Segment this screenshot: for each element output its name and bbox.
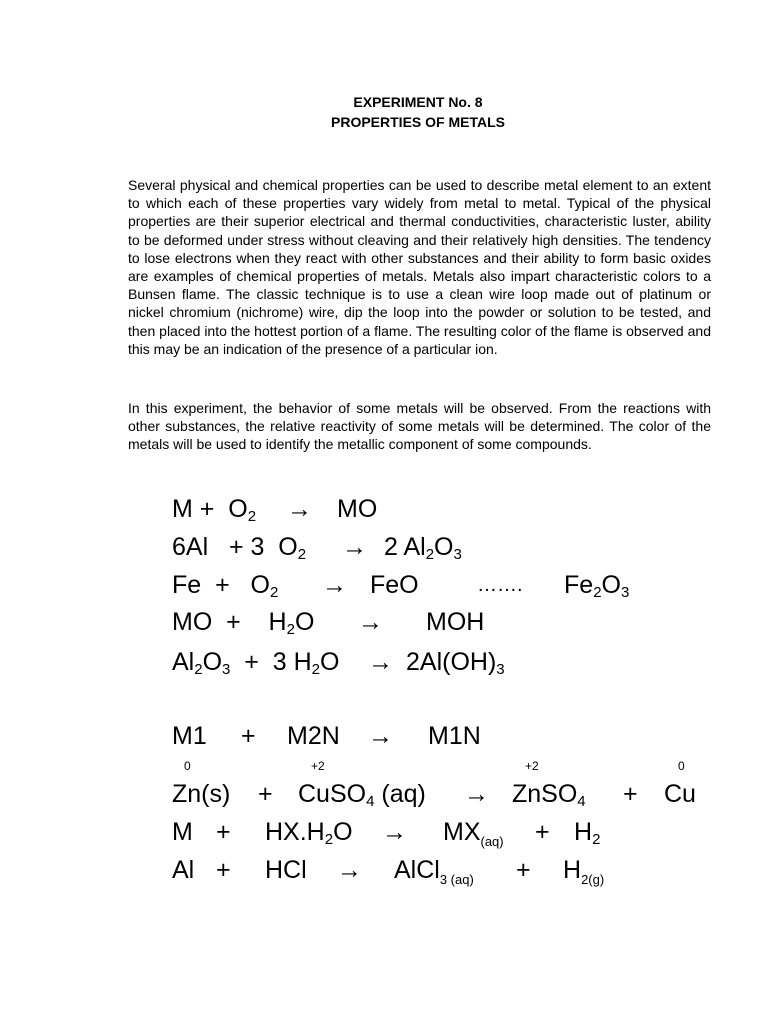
reaction-arrow: →	[322, 571, 347, 599]
experiment-title-heading: PROPERTIES OF METALS	[331, 114, 505, 130]
oxidation-number: +2	[525, 759, 539, 773]
reaction-arrow: →	[382, 818, 407, 846]
intro-paragraph: Several physical and chemical properties can be used to describe metal element to an extent to which each of these properties vary widely from metal to metal. Typical of the physical properties are their superior electrical and thermal conductivities, characteristic luster, ability to be deformed under stress without cleaving and their relatively high densities. The tendency to lose electrons when they react with other substances and their ability to form basic oxides are examples of chemical properties of metals. Metals also impart characteristic colors to a Bunsen flame. The classic technique is to use a clean wire loop made out of platinum or nickel chromium (nichrome) wire, dip the loop into the powder or solution to be tested, and then placed into the hottest portion of a flame. The resulting color of the flame is observed and this may be an indication of the presence of a particular ion.	[128, 177, 711, 357]
experiment-number-heading: EXPERIMENT No. 8	[353, 94, 483, 110]
oxidation-number: 0	[184, 759, 191, 773]
reaction-arrow: →	[358, 608, 383, 636]
oxidation-number: +2	[311, 759, 325, 773]
reaction-arrow: →	[368, 722, 393, 750]
experiment-paragraph: In this experiment, the behavior of some metals will be observed. From the reactions with other substances, the relative reactivity of some metals will be determined. The color of the metals will be used to identify the metallic component of some compounds.	[128, 400, 711, 453]
reaction-arrow: →	[368, 648, 393, 676]
reaction-arrow: →	[464, 780, 489, 808]
reaction-arrow: →	[287, 495, 312, 523]
oxidation-number: 0	[678, 759, 685, 773]
reaction-arrow: →	[337, 856, 362, 884]
reaction-arrow: →	[342, 533, 367, 561]
